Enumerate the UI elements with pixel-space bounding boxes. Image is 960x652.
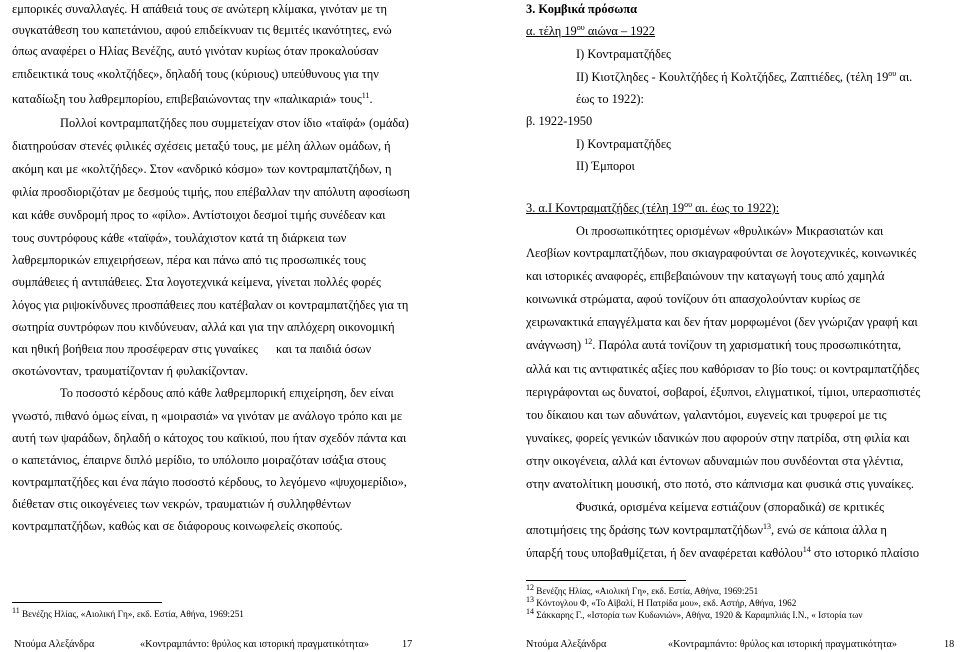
text-line: εμπορικές συναλλαγές. Η απάθειά τους σε ανώτερη κλίμακα, γινόταν με τη — [12, 2, 388, 16]
text-line: γνωστό, πιθανό όμως είναι, η «μοιρασιά» να γινόταν με ανάλογο τρόπο και με — [12, 409, 403, 423]
right-page — [480, 0, 960, 652]
text-line: διατηρούσαν στενές φιλικές σχέσεις μεταξύ τους, με μέλη άλλων ομάδων, ή — [12, 139, 391, 153]
footnote-ref: 12 — [584, 336, 593, 346]
outline-item-b: β. 1922-1950 — [526, 114, 593, 128]
text-line: Το ποσοστό κέρδους από κάθε λαθρεμπορική επιχείρηση, δεν είναι — [60, 386, 394, 400]
text-line: φιλία προσδιοριζόταν με δεσμούς τιμής, που επέβαλλαν την απόλυτη αφοσίωση — [12, 185, 410, 199]
outline-item: II) Κιοτζληδες - Κουλτζήδες ή Κολτζήδες, Ζαπτιέδες, (τέλη $19^{o\upsilon}$ αι. — [576, 68, 913, 84]
footnote-divider — [526, 580, 686, 581]
page-number: 18 — [944, 639, 955, 650]
text-line: σωτηρία συντρόφων που κινδύνευαν, αλλά και για την απλόχερη οικονομική — [12, 320, 395, 334]
footnote-divider — [12, 602, 162, 603]
text-line: και ηθική βοήθεια που προσέφεραν στις γυναίκες και τα παιδιά όσων — [12, 342, 372, 356]
text-line: Λεσβίων κοντραμπατζήδων, που σκιαγραφούνται σε λογοτεχνικές, κοινωνικές — [526, 246, 917, 260]
text-line: και κάθε συνδρομή προς το «φίλο». Αντίστοιχοι δεσμοί τιμής συνέδεαν και — [12, 208, 386, 222]
subsection-title: 3. α.I Κοντραματζήδες (τέλη $19^{o\upsilon}$ αι. έως το 1922): — [526, 199, 780, 215]
text-line: κοινωνικά στρώματα, αφού τονίζουν ότι απασχολούνταν κυρίως σε — [526, 292, 861, 306]
text-line: τους συντρόφους κάθε «ταϊφά», τουλάχιστον κατά τη διάρκεια των — [12, 231, 347, 245]
footnote-ref: 14 — [802, 544, 811, 554]
text-line: συγκατάθεση του καπετάνιου, αφού επιδείκνυαν τις θεμιτές ικανότητες, ενώ — [12, 23, 392, 37]
text-line: στην ανατολίτικη μουσική, στο ποτό, στο κάπνισμα και φυσικά στις γυναίκες. — [526, 477, 914, 491]
footnote: $^{13}$ Κόντογλου Φ, «Το Αϊβαλί, Η Πατρίδα μου», εκδ. Αστήρ, Αθήνα, 1962 — [526, 594, 797, 608]
text-line: κοντραμπατζήδων, καθώς και σε διάφορους κοινωφελείς σκοπούς. — [12, 519, 343, 533]
footnote-ref: 11 — [361, 90, 370, 100]
footnote: $^{12}$ Βενέζης Ηλίας, «Αιολική Γη», εκδ. Εστία, Αθήνα, 1969:251 — [526, 582, 759, 596]
footnote: $^{11}$ Βενέζης Ηλίας, «Αιολική Γη», εκδ. Εστία, Αθήνα, 1969:251 — [12, 605, 244, 619]
footnote: $^{14}$ Σάκκαρης Γ., «Ιστορία των Κυδωνιών», Αθήνα, 1920 & Καραμπλιάς I.N., « Ιστορία των — [526, 606, 863, 620]
text-line: αλλά και τις αντιφατικές αξίες που καθόρισαν το βίο τους: οι κοντραμπατζήδες — [526, 362, 920, 376]
footer-title: «Κοντραμπάντο: θρύλος και ιστορική πραγματικότητα» — [140, 639, 369, 650]
outline-item: I) Κοντραματζήδες — [576, 47, 671, 61]
text-line: στην οικογένεια, αλλά και έντονων αδυναμιών που συνδέονται στα γλέντια, — [526, 454, 904, 468]
outline-item-cont: έως το 1922): — [576, 92, 644, 106]
text-line: του δίκαιου και των αδυνάτων, γαλαντόμοι, ευγενείς και τρυφεροί με τις — [526, 408, 887, 422]
text-line: ακόμη και με «κολτζήδες». Στον «ανδρικό κόσμο» των κοντραμπατζήδων, η — [12, 162, 392, 176]
text-line: σκοτώνονταν, τραυματίζονταν ή φυλακίζονταν. — [12, 364, 249, 378]
footer-title: «Κοντραμπάντο: θρύλος και ιστορική πραγματικότητα» — [668, 639, 897, 650]
outline-item: I) Κοντραματζήδες — [576, 137, 671, 151]
text-line: όπως αναφέρει ο Ηλίας Βενέζης, αυτό γινόταν κυρίως όταν προκαλούσαν — [12, 44, 379, 58]
text-line: αυτή των ψαράδων, δηλαδή ο κάτοχος του καϊκιού, που ήταν σχεδόν πάντα και — [12, 431, 407, 445]
page-number: 17 — [402, 639, 413, 650]
text-line: χειρωνακτικά επαγγέλματα και δεν ήταν μορφωμένοι (δεν γνώριζαν γραφή και — [526, 315, 918, 329]
text-line: Πολλοί κοντραμπατζήδες που συμμετείχαν στον ίδιο «ταϊφά» (ομάδα) — [60, 116, 409, 130]
text-line: λόγος για ριψοκίνδυνες προσπάθειες που κατέβαλαν οι κοντραμπατζήδες για τη — [12, 298, 409, 312]
outline-item: II) Έμποροι — [576, 159, 635, 173]
section-heading: 3. Κομβικά πρόσωπα — [526, 2, 638, 16]
text-line: ανάγνωση) $^{12}$. Παρόλα αυτά τονίζουν τη χαρισματική τους προσωπικότητα, — [526, 336, 902, 352]
footer-author: Ντούμα Αλεξάνδρα — [526, 639, 607, 650]
text-line: γυναίκες, φορείς γενικών ιδανικών που αφορούν στην πατρίδα, στη φιλία και — [526, 431, 910, 445]
text-line: ο καπετάνιος, έπαιρνε διπλό μερίδιο, το υπόλοιπο μοιραζόταν ισάξια στους — [12, 453, 386, 467]
text-line: αποτιμήσεις της δράσης των κοντραμπατζήδων$^{13}$, ενώ σε κάποια άλλα η — [526, 521, 887, 537]
text-line: κοντραμπατζήδες και ένα πάγιο ποσοστό κέρδους, το λεγόμενο «ψυχομερίδιο», — [12, 475, 407, 489]
text-line: επιδεικτικά τους «κολτζήδες», δηλαδή τους (κύριους) υπεύθυνους για την — [12, 67, 379, 81]
text-line: συμπάθειες ή αντιπάθειες. Στα λογοτεχνικά κείμενα, γίνεται πολλές φορές — [12, 275, 381, 289]
text-line: Φυσικά, ορισμένα κείμενα εστιάζουν (σποραδικά) σε κριτικές — [576, 500, 885, 514]
text-line: λαθρεμπορικών επιχειρήσεων, πέρα και πάνω από τις προσωπικές τους — [12, 253, 366, 267]
text-line: και ιστορικές αναφορές, επιβεβαιώνουν την καταγωγή τους από χαμηλά — [526, 269, 885, 283]
footnote-ref: 13 — [762, 521, 771, 531]
text-line: Οι προσωπικότητες ορισμένων «θρυλικών» Μικρασιατών και — [576, 224, 884, 238]
text-line: διέθεταν στις οικογένειες των νεκρών, τραυματιών ή συλληφθέντων — [12, 497, 351, 511]
text-line: περιγράφονται ως δυνατοί, σοβαροί, έξυπνοι, ελιγματικοί, τίμιοι, υπερασπιστές — [526, 385, 921, 399]
footer-author: Ντούμα Αλεξάνδρα — [14, 639, 95, 650]
outline-item-a: α. τέλη $19^{o\upsilon}$ αιώνα – 1922 — [526, 22, 656, 38]
text-line: ύπαρξή τους υποβαθμίζεται, ή δεν αναφέρεται καθόλου$^{14}$ στο ιστορικό πλαίσιο — [526, 544, 920, 560]
text-line: καταδίωξη του λαθρεμπορίου, επιβεβαιώνοντας την «παλικαριά» τους$^{11}$. — [12, 90, 373, 106]
